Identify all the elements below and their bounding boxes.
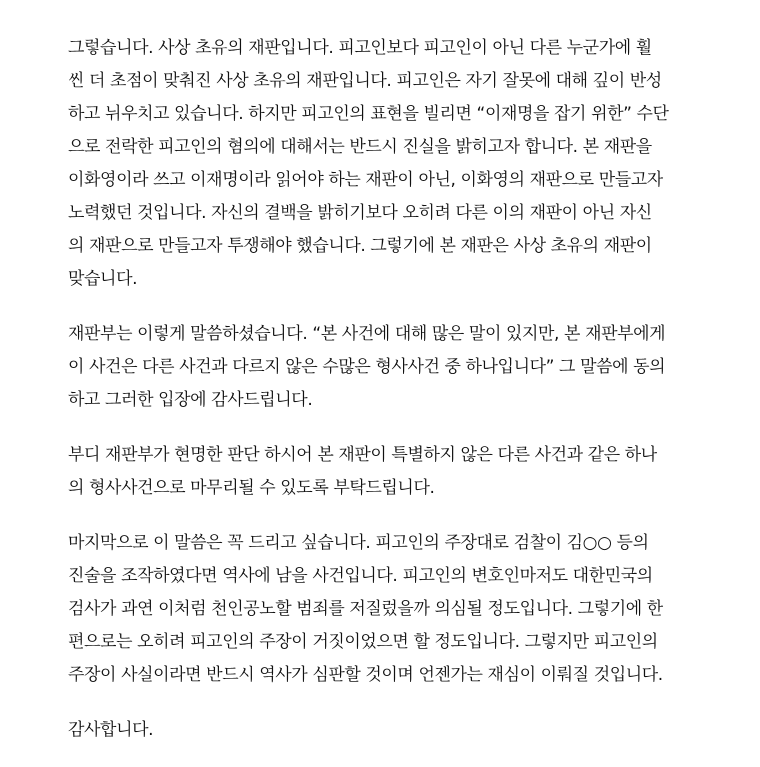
text-line: 노력했던 것입니다. 자신의 결백을 밝히기보다 오히려 다른 이의 재판이 아닌 자신 [68, 203, 652, 223]
text-line: 부디 재판부가 현명한 판단 하시어 본 재판이 특별하지 않은 다른 사건과 같은 하나 [68, 445, 657, 465]
text-line: 주장이 사실이라면 반드시 역사가 심판할 것이며 언젠가는 재심이 이뤄질 것입니다. [68, 665, 663, 685]
text-line: 이화영이라 쓰고 이재명이라 읽어야 하는 재판이 아닌, 이화영의 재판으로 만들고자 [68, 170, 663, 190]
text-line: 맞습니다. [68, 269, 138, 289]
text-line: 하고 그러한 입장에 감사드립니다. [68, 390, 313, 410]
text-line: 으로 전락한 피고인의 혐의에 대해서는 반드시 진실을 밝히고자 합니다. 본 재판을 [68, 137, 652, 157]
text-line: 그렇습니다. 사상 초유의 재판입니다. 피고인보다 피고인이 아닌 다른 누군가에 훨 [68, 38, 652, 58]
text-line: 마지막으로 이 말씀은 꼭 드리고 싶습니다. 피고인의 주장대로 검찰이 김○○ 등의 [68, 533, 649, 553]
text-line: 씬 더 초점이 맞춰진 사상 초유의 재판입니다. 피고인은 자기 잘못에 대해 깊이 반성 [68, 71, 662, 91]
text-line: 재판부는 이렇게 말씀하셨습니다. “본 사건에 대해 많은 말이 있지만, 본 재판부에게 [68, 324, 666, 344]
text-line: 진술을 조작하였다면 역사에 남을 사건입니다. 피고인의 변호인마저도 대한민국의 [68, 566, 653, 586]
text-line: 의 재판으로 만들고자 투쟁해야 했습니다. 그렇기에 본 재판은 사상 초유의 재판이 [68, 236, 652, 256]
text-line: 의 형사사건으로 마무리될 수 있도록 부탁드립니다. [68, 478, 435, 498]
text-line: 검사가 과연 이처럼 천인공노할 범죄를 저질렀을까 의심될 정도입니다. 그렇기에 한 [68, 599, 663, 619]
text-line: 감사합니다. [68, 720, 154, 740]
text-line: 하고 뉘우치고 있습니다. 하지만 피고인의 표현을 빌리면 “이재명을 잡기 위한” 수단 [68, 104, 669, 124]
text-line: 이 사건은 다른 사건과 다르지 않은 수많은 형사사건 중 하나입니다” 그 말씀에 동의 [68, 357, 666, 377]
text-line: 편으로는 오히려 피고인의 주장이 거짓이었으면 할 정도입니다. 그렇지만 피고인의 [68, 632, 658, 652]
